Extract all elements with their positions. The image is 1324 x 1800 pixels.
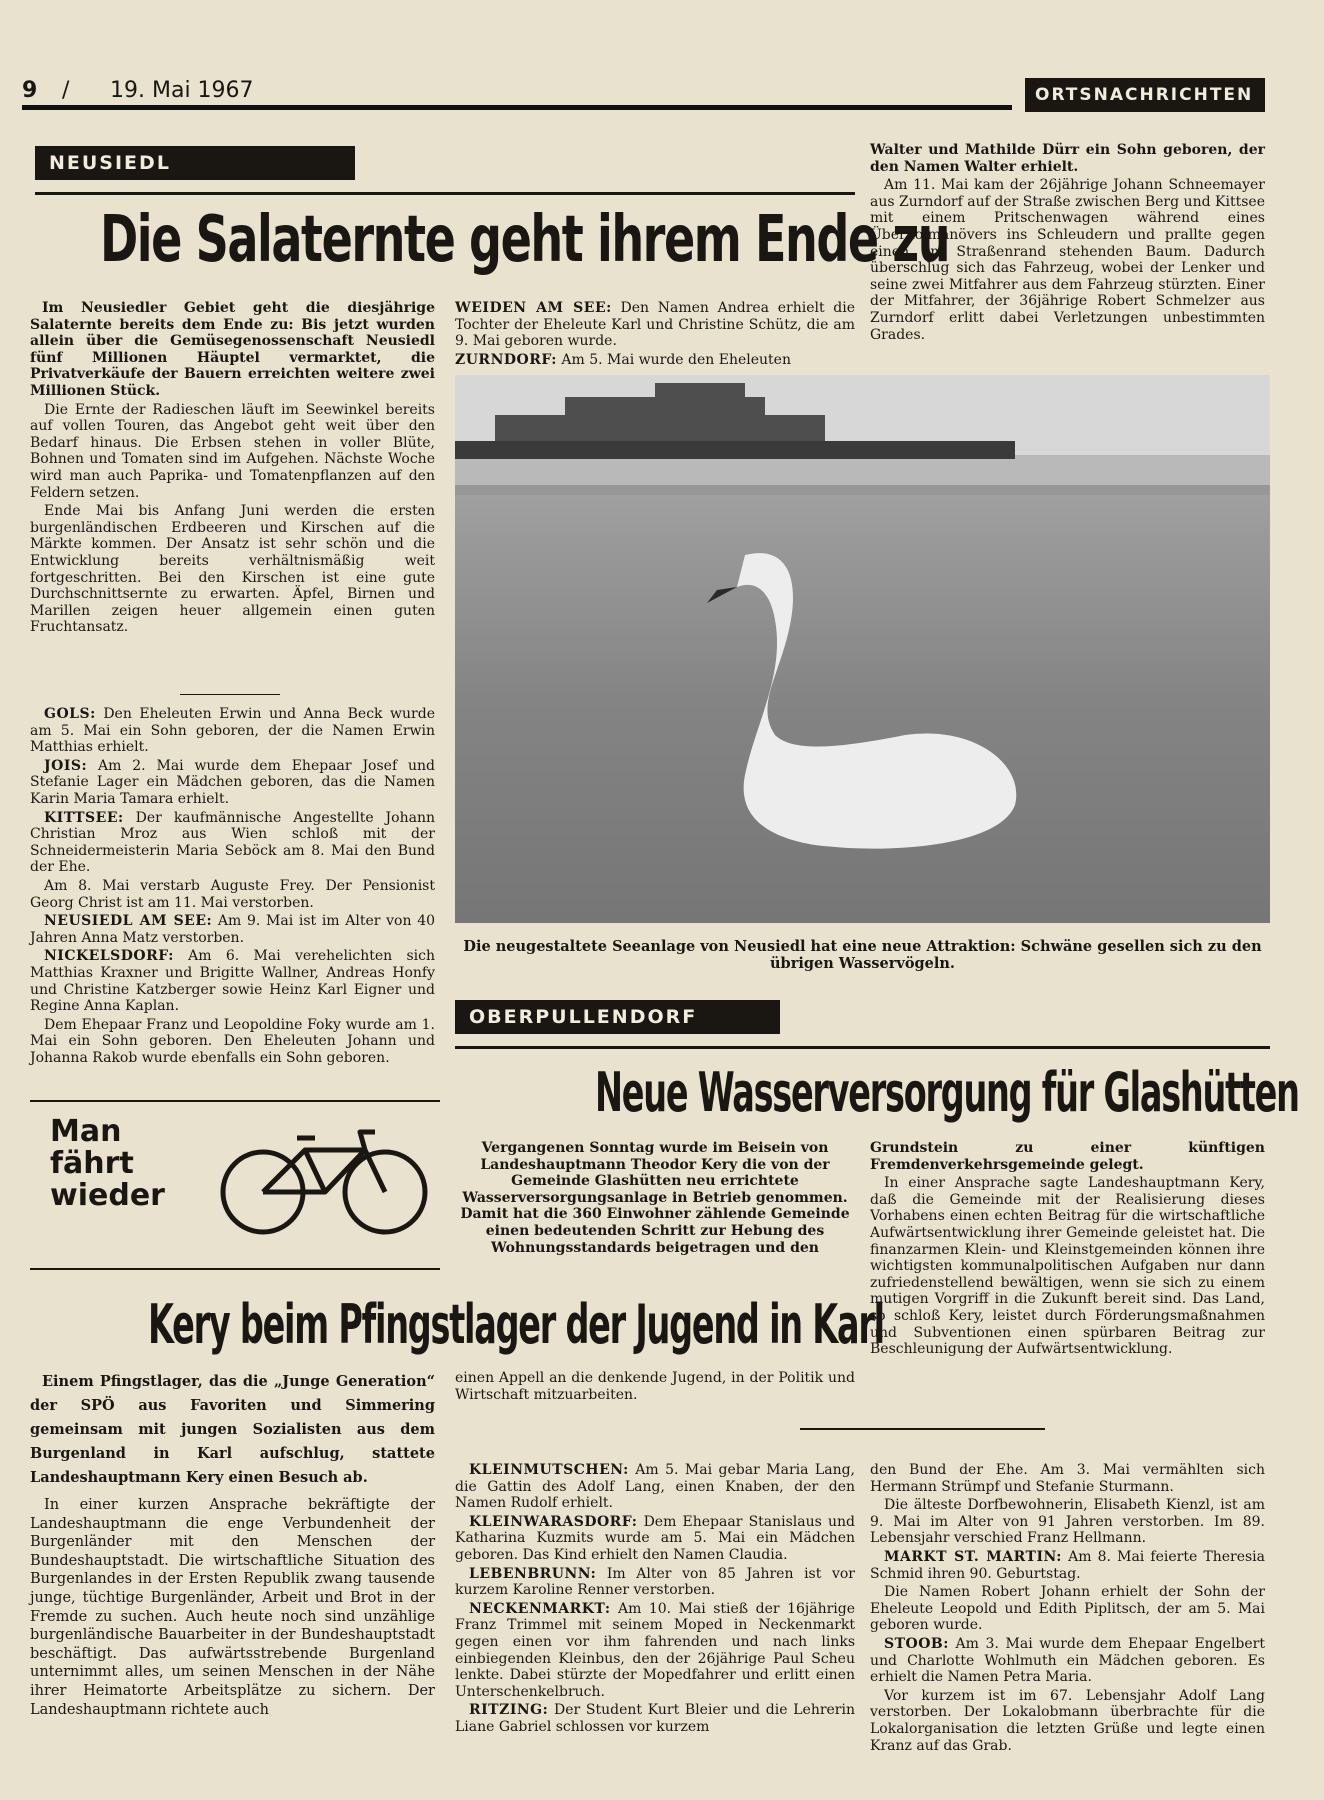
news-list-bottom-middle: [455, 1462, 855, 1738]
oberpullendorf-lead: Vergangenen Sonntag wurde im Beisein von Landeshauptmann Theodor Kery die von der Gemeinde Glashütten neu errichtete Wasserversorgungsanlage in Betrieb genommen. Damit hat die 360 Einwohner zählende Gemeinde einen bedeutenden Schritt zur Hebung des Wohnungsstandards beigetragen und den: [460, 1140, 850, 1256]
news-item: Die Namen Robert Johann erhielt der Sohn der Eheleute Leopold und Edith Piplitsch, der am 5. Mai geboren wurde.: [870, 1584, 1265, 1634]
column-divider: [800, 1428, 1045, 1430]
ad-line: fährt: [50, 1146, 134, 1181]
news-item: Vor kurzem ist im 67. Lebensjahr Adolf Lang verstorben. Der Lokalobmann überbrachte für die Lokalorganisation die letzten Grüße und legte einen Kranz auf das Grab.: [870, 1687, 1265, 1754]
news-item: NECKENMARKT: Am 10. Mai stieß der 16jährige Franz Trimmel mit seinem Moped in Neckenmarkt gegen einen vor ihm fahrenden und nach links einbiegenden Kleinbus, den der 26jährige Paul Scheu lenkte. Dabei stürzte der Mopedfahrer und erlitt einen Unterschenkelbruch.: [455, 1600, 855, 1700]
news-item: KITTSEE: Der kaufmännische Angestellte Johann Christian Mroz aus Wien schloß mit der Schneidermeisterin Maria Seböck am 8. Mai den Bund der Ehe.: [30, 809, 435, 876]
ad-line: wieder: [50, 1178, 165, 1213]
oberpullendorf-article-right: [870, 1140, 1265, 1360]
kery-article-left: [30, 1370, 435, 1721]
oberpullendorf-headline: Neue Wasserversorgung für Glashütten: [595, 1061, 1299, 1124]
photo-caption: Die neugestaltete Seeanlage von Neusiedl hat eine neue Attraktion: Schwäne gesellen sich zu den übrigen Wasservögeln.: [463, 938, 1262, 972]
news-item: Die älteste Dorfbewohnerin, Elisabeth Kienzl, ist am 9. Mai im Alter von 91 Jahren verstorben. Im 89. Lebensjahr verschied Franz Hellmann.: [870, 1497, 1265, 1547]
neusiedl-label: NEUSIEDL: [35, 146, 355, 180]
kery-article-right: [455, 1370, 855, 1405]
news-item: STOOB: Am 3. Mai wurde dem Ehepaar Engelbert und Charlotte Wohlmuth ein Mädchen geboren. Es erhielt die Namen Petra Maria.: [870, 1635, 1265, 1686]
neusiedl-article: [30, 300, 435, 638]
oberpullendorf-rule: [455, 1046, 1270, 1049]
neusiedl-paragraph: Ende Mai bis Anfang Juni werden die ersten burgenländischen Erdbeeren und Kirschen auf die Märkte kommen. Der Ansatz ist sehr schön und die Entwicklung bereits verhältnismäßig weit fortgeschritten. Bei den Kirschen ist eine gute Durchschnittsernte zu erwarten. Äpfel, Birnen und Marillen zeigen heuer allgemein einen guten Fruchtansatz.: [30, 503, 435, 636]
kery-lead: Einem Pfingstlager, das die „Junge Generation“ der SPÖ aus Favoriten und Simmering gemeinsam mit jungen Sozialisten aus dem Burgenland in Karl aufschlug, stattete Landeshauptmann Kery einen Besuch ab.: [30, 1373, 435, 1486]
header-rule: [22, 105, 1012, 110]
news-item: MARKT ST. MARTIN: Am 8. Mai feierte Theresia Schmid ihren 90. Geburtstag.: [870, 1548, 1265, 1582]
news-item: Walter und Mathilde Dürr ein Sohn geboren, der den Namen Walter erhielt.: [870, 142, 1265, 175]
news-item: WEIDEN AM SEE: Den Namen Andrea erhielt die Tochter der Eheleute Karl und Christine Schütz, die am 9. Mai geboren wurde.: [455, 300, 856, 350]
news-item: NEUSIEDL AM SEE: Am 9. Mai ist im Alter von 40 Jahren Anna Matz verstorben.: [30, 913, 436, 946]
oberpullendorf-article-left: [455, 1140, 855, 1258]
news-item: RITZING: Der Student Kurt Bleier und die Lehrerin Liane Gabriel schlossen vor kurzem: [455, 1702, 855, 1735]
news-list-right-top: [870, 142, 1265, 345]
news-item: KLEINWARASDORF: Dem Ehepaar Stanislaus und Katharina Kuzmits wurde am 5. Mai ein Mädchen geboren. Das Kind erhielt den Namen Claudia.: [455, 1513, 855, 1563]
news-item: GOLS: Den Eheleuten Erwin und Anna Beck wurde am 5. Mai ein Sohn geboren, der die Namen Erwin Matthias erhielt.: [30, 706, 435, 756]
news-item: Dem Ehepaar Franz und Leopoldine Foky wurde am 1. Mai ein Sohn geboren. Den Eheleuten Johann und Johanna Rakob wurde ebenfalls ein Sohn geboren.: [30, 1016, 435, 1066]
page-number: 9: [22, 78, 38, 103]
kery-headline: Kery beim Pfingstlager der Jugend in Karl: [148, 1293, 884, 1356]
kery-paragraph: In einer kurzen Ansprache bekräftigte der Landeshauptmann die enge Verbundenheit der Burgenländer mit den Menschen der Bundeshauptstadt. Die wirtschaftliche Situation des Burgenlandes in der Ersten Republik zwang tausende junge, tüchtige Burgenländer, Arbeit und Brot in der Fremde zu suchen. Auch heute noch sind unzählige burgenländische Bauarbeiter in der Bundeshauptstadt beschäftigt. Das aufwärtsstrebende Burgenland unternimmt alles, um seinen Menschen in der Nähe ihrer Heimatorte Arbeitsplätze zu sichern. Der Landeshauptmann richtete auch: [30, 1497, 435, 1718]
oberpullendorf-lead-continued: Grundstein zu einer künftigen Fremdenverkehrsgemeinde gelegt.: [870, 1140, 1265, 1173]
news-item: NICKELSDORF: Am 6. Mai verehelichten sich Matthias Kraxner und Brigitte Wallner, Andreas Honfy und Christine Katzberger sowie Heinz Karl Eigner und Regine Anna Kaplan.: [30, 948, 435, 1015]
page-separator: /: [62, 78, 70, 103]
ad-top-rule: [30, 1100, 440, 1102]
news-list-bottom-right: [870, 1462, 1265, 1756]
news-item: KLEINMUTSCHEN: Am 5. Mai gebar Maria Lang, die Gattin des Adolf Lang, einen Knaben, der den Namen Rudolf erhielt.: [455, 1462, 855, 1512]
news-item: LEBENBRUNN: Im Alter von 85 Jahren ist vor kurzem Karoline Renner verstorben.: [455, 1565, 855, 1599]
news-item: Am 8. Mai verstarb Auguste Frey. Der Pensionist Georg Christ ist am 11. Mai verstorben.: [30, 877, 435, 911]
ad-bottom-rule: [30, 1268, 440, 1270]
news-item: den Bund der Ehe. Am 3. Mai vermählten sich Hermann Strümpf und Stefanie Sturmann.: [870, 1462, 1265, 1495]
bicycle-icon: [215, 1110, 435, 1240]
ad-man-faehrt-wieder: [30, 1110, 440, 1260]
swan-illustration: [455, 375, 1270, 923]
kery-paragraph-continued: einen Appell an die denkende Jugend, in der Politik und Wirtschaft mitzuarbeiten.: [455, 1370, 855, 1403]
ad-line: Man: [50, 1114, 122, 1149]
issue-date: 19. Mai 1967: [110, 78, 254, 103]
neusiedl-rule: [35, 192, 855, 195]
neusiedl-paragraph: Die Ernte der Radieschen läuft im Seewinkel bereits auf vollen Touren, das Angebot geht weit über den Bedarf hinaus. Die Erbsen stehen in voller Blüte, Bohnen und Tomaten sind im Aufgehen. Nächste Woche wird man auch Paprika- und Tomatenpflanzen auf den Feldern setzen.: [30, 401, 435, 501]
neusiedl-lead: Im Neusiedler Gebiet geht die diesjährige Salaternte bereits dem Ende zu: Bis jetzt wurden allein über die Gemüsegenossenschaft Neusiedl fünf Millionen Häuptel vermarktet, die Privatverkäufe der Bauern erreichten weitere zwei Millionen Stück.: [30, 300, 435, 399]
swan-photo: [455, 375, 1270, 923]
section-label: ORTSNACHRICHTEN: [1025, 78, 1265, 112]
column-divider: [180, 694, 280, 695]
news-item: ZURNDORF: Am 5. Mai wurde den Eheleuten: [455, 351, 791, 368]
news-item: Am 11. Mai kam der 26jährige Johann Schneemayer aus Zurndorf auf der Straße zwischen Berg und Kittsee mit einem Pritschenwagen während eines Überholmanövers ins Schleudern und prallte gegen einen am Straßenrand stehenden Baum. Dadurch überschlug sich das Fahrzeug, wobei der Lenker und seine zwei Mitfahrer aus dem Fahrzeug stürzten. Einer der Mitfahrer, der 36jährige Robert Schmelzer aus Zurndorf erlitt dabei Verletzungen unbestimmten Grades.: [870, 177, 1265, 343]
news-list-middle: [455, 300, 855, 370]
oberpullendorf-paragraph: In einer Ansprache sagte Landeshauptmann Kery, daß die Gemeinde mit der Realisierung dieses Vorhabens einen echten Beitrag für die wirtschaftliche Aufwärtsentwicklung ihrer Gemeinde geleistet hat. Die finanzarmen Klein- und Kleinstgemeinden können ihre wichtigsten kommunalpolitischen Aufgaben nur dann zufriedenstellend bewältigen, wenn sie sich zu einem mutigen Vorgriff in die Zukunft bereit sind. Das Land, so schloß Kery, leistet durch Förderungsmaßnahmen und Subventionen einen spürbaren Beitrag zur Beschleunigung der Aufwärtsentwicklung.: [870, 1175, 1265, 1358]
news-list-left: [30, 706, 435, 1068]
oberpullendorf-label: OBERPULLENDORF: [455, 1000, 780, 1034]
neusiedl-headline: Die Salaternte geht ihrem Ende zu: [100, 203, 950, 277]
news-item: JOIS: Am 2. Mai wurde dem Ehepaar Josef und Stefanie Lager ein Mädchen geboren, das die Namen Karin Maria Tamara erhielt.: [30, 757, 435, 807]
